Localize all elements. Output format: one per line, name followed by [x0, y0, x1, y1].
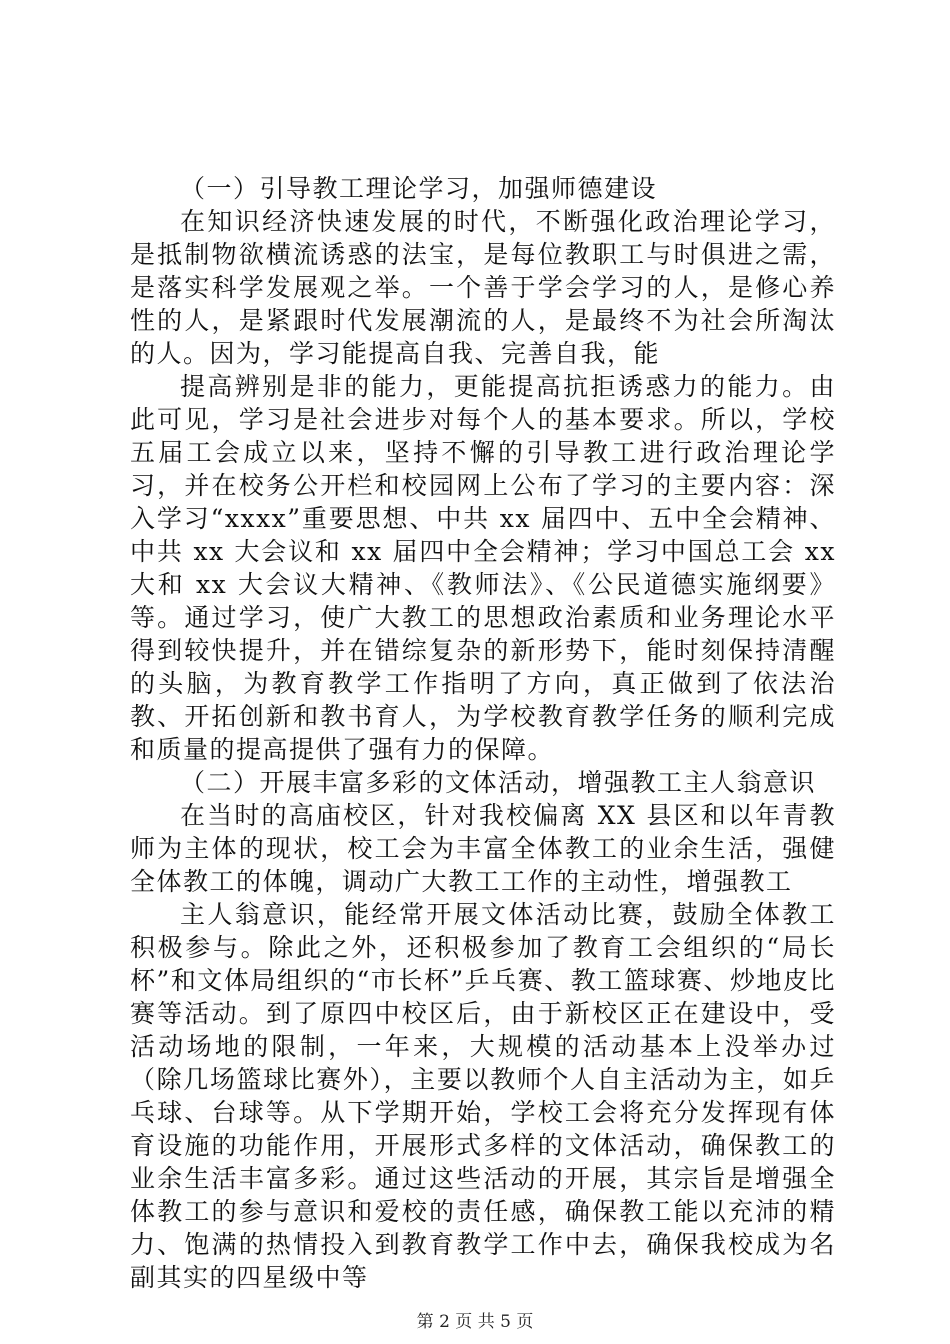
page-number-footer: 第 2 页 共 5 页: [416, 1312, 534, 1332]
section-1-paragraph-2: 提高辨别是非的能力，更能提高抗拒诱惑力的能力。由此可见，学习是社会进步对每个人的基本要求。所以，学校五届工会成立以来，坚持不懈的引导教工进行政治理论学习，并在校务公开栏和校园网上公布了学习的主要内容：深入学习“xxxx”重要思想、中共 xx 届四中、五中全会精神、中共 xx 大会议和 xx 届四中全会精神；学习中国总工会 xx 大和 xx 大会议大精神、《教师法》、《公民道德实施纲要》等。通过学习，使广大教工的思想政治素质和业务理论水平得到较快提升，并在错综复杂的新形势下，能时刻保持清醒的头脑，为教育教学工作指明了方向，真正做到了依法治教、开拓创新和教书育人，为学校教育教学任务的顺利完成和质量的提高提供了强有力的保障。: [130, 372, 836, 764]
section-1-heading: （一）引导教工理论学习，加强师德建设: [180, 174, 658, 203]
section-2-paragraph-2: 主人翁意识，能经常开展文体活动比赛，鼓励全体教工积极参与。除此之外，还积极参加了教育工会组织的“局长杯”和文体局组织的“市长杯”乒乓赛、教工篮球赛、炒地皮比赛等活动。到了原四中校区后，由于新校区正在建设中，受活动场地的限制，一年来，大规模的活动基本上没举办过（除几场篮球比赛外），主要以教师个人自主活动为主，如乒乓球、台球等。从下学期开始，学校工会将充分发挥现有体育设施的功能作用，开展形式多样的文体活动，确保教工的业余生活丰富多彩。通过这些活动的开展，其宗旨是增强全体教工的参与意识和爱校的责任感，确保教工能以充沛的精力、饱满的热情投入到教育教学工作中去，确保我校成为名副其实的四星级中等: [130, 900, 836, 1292]
section-2-heading: （二）开展丰富多彩的文体活动，增强教工主人翁意识: [180, 768, 817, 797]
section-2-paragraph-1: 在当时的高庙校区，针对我校偏离 XX 县区和以年青教师为主体的现状，校工会为丰富全体教工的业余生活，强健全体教工的体魄，调动广大教工工作的主动性，增强教工: [130, 801, 836, 896]
section-1-paragraph-1: 在知识经济快速发展的时代，不断强化政治理论学习，是抵制物欲横流诱惑的法宝，是每位教职工与时俱进之需，是落实科学发展观之举。一个善于学会学习的人，是修心养性的人，是紧跟时代发展潮流的人，是最终不为社会所淘汰的人。因为，学习能提高自我、完善自我，能: [130, 207, 836, 368]
document-body: [130, 172, 836, 1294]
